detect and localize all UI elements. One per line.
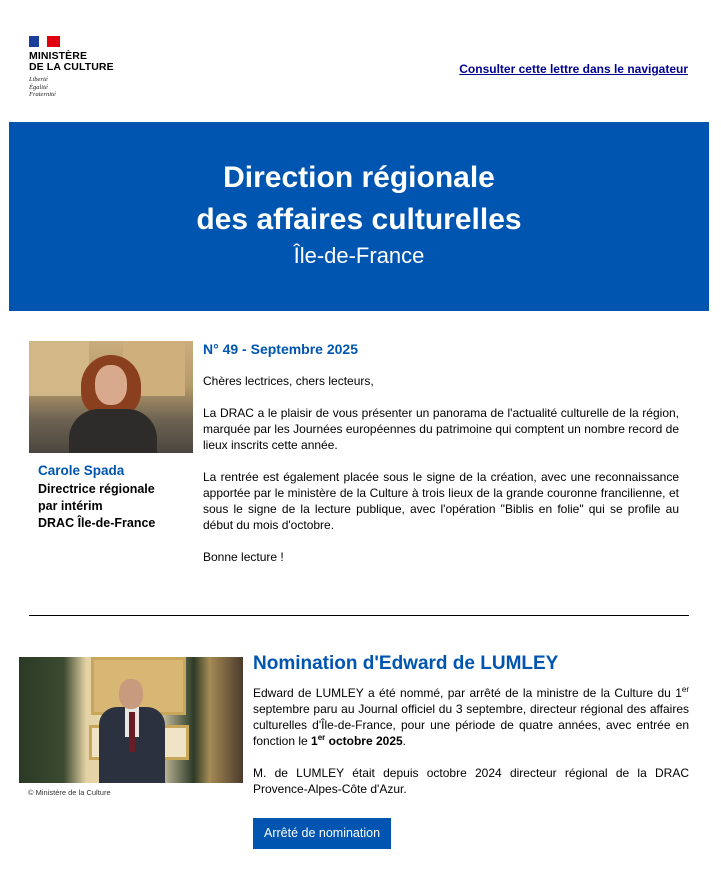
author-role-line2: par intérim	[38, 499, 103, 513]
photo-credit: © Ministère de la Culture	[28, 788, 111, 797]
edito-greeting: Chères lectrices, chers lecteurs,	[203, 374, 374, 388]
article-paragraph: Edward de LUMLEY a été nommé, par arrêté de la ministre de la Culture du 1er septembre paru au Journal officiel du 3 septembre, directeur régional des affaires culturelles d'Île-de-France, pour une période de quatre années, avec entrée en fonction le 1er octobre 2025.	[253, 685, 689, 748]
editorial	[203, 341, 679, 581]
edito-signoff: Bonne lecture !	[203, 550, 284, 564]
section-divider	[29, 615, 689, 616]
arrete-nomination-button[interactable]: Arrêté de nomination	[253, 818, 391, 849]
author-role	[38, 481, 193, 532]
banner-title-line2: des affaires culturelles	[196, 203, 522, 236]
ministere-logo	[29, 36, 129, 99]
motto-egalite: Égalité	[29, 83, 48, 91]
logo-motto	[29, 76, 129, 99]
edward-de-lumley-photo	[19, 657, 243, 783]
issue-number: N° 49 - Septembre 2025	[203, 341, 359, 357]
carole-spada-photo	[29, 341, 193, 453]
author-role-line3: DRAC Île-de-France	[38, 516, 156, 530]
article-title: Nomination d'Edward de LUMLEY	[253, 653, 559, 674]
article-paragraph: M. de LUMLEY était depuis octobre 2024 directeur régional de la DRAC Provence-Alpes-Côte d'Azur.	[253, 766, 689, 796]
edito-paragraph: La rentrée est également placée sous le signe de la création, avec une reconnaissance apportée par le ministère de la Culture à trois lieux de la grande couronne francilienne, et sous le signe de la lecture publique, avec l'opération "Biblis en folie" qui se profile au début du mois d'octobre.	[203, 470, 679, 532]
marianne-flag-icon	[29, 36, 60, 47]
nomination-article	[253, 653, 689, 813]
edito-paragraph: La DRAC a le plaisir de vous présenter un panorama de l'actualité culturelle de la région, marquée par les Journées européennes du patrimoine qui comptent un nombre record de lieux inscrits cette année.	[203, 406, 679, 452]
author-role-line1: Directrice régionale	[38, 482, 155, 496]
author-name: Carole Spada	[38, 463, 125, 478]
logo-line2: DE LA CULTURE	[29, 61, 114, 73]
banner-title-line1: Direction régionale	[223, 161, 495, 194]
banner-region: Île-de-France	[293, 243, 425, 268]
motto-fraternite: Fraternité	[29, 91, 56, 98]
motto-liberte: Liberté	[29, 76, 48, 83]
logo-line1: MINISTÈRE	[29, 50, 88, 62]
view-in-browser-link[interactable]: Consulter cette lettre dans le navigateur	[459, 62, 688, 76]
header-banner	[9, 122, 709, 311]
